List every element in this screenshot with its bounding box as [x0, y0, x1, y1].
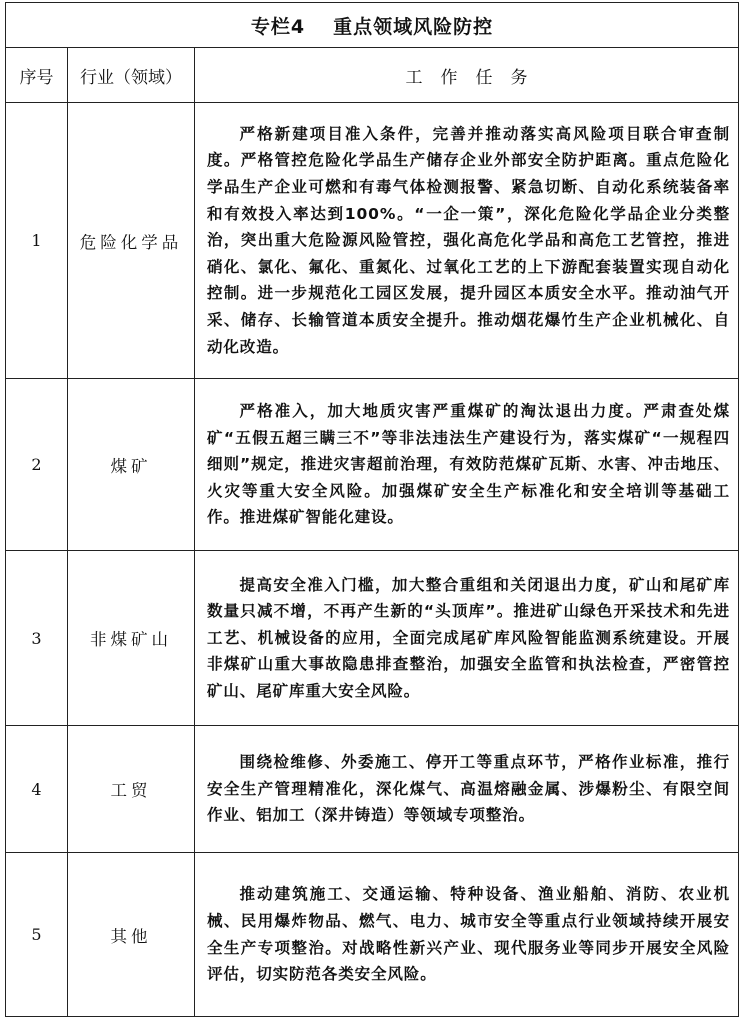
row-task-text: 严格新建项目准入条件，完善并推动落实高风险项目联合审查制度。严格管控危险化学品生产储存企业外部安全防护距离。重点危险化学品生产企业可燃和有毒气体检测报警、紧急切断、自动化系统装备率和有效投入率达到100%。“一企一策”，深化危险化学品企业分类整治，突出重大危险源风险管控，强化高危化学品和高危工艺管控，推进硝化、氯化、氟化、重氮化、过氧化工艺的上下游配套装置实现自动化控制。进一步规范化工园区发展，提升园区本质安全水平。推动油气开采、储存、长输管道本质安全提升。推动烟花爆竹生产企业机械化、自动化改造。 — [207, 124, 731, 356]
table-row — [6, 853, 739, 1017]
risk-control-table — [5, 2, 739, 1017]
row-task-text: 围绕检维修、外委施工、停开工等重点环节，严格作业标准，推行安全生产管理精准化，深化煤气、高温熔融金属、涉爆粉尘、有限空间作业、铝加工（深井铸造）等领域专项整治。 — [207, 753, 731, 825]
header-row — [6, 48, 739, 103]
row-task — [195, 726, 739, 853]
row-sector: 非煤矿山 — [68, 551, 195, 726]
table-title — [6, 3, 739, 48]
row-task — [195, 379, 739, 551]
row-task — [195, 103, 739, 379]
row-seq: 3 — [6, 551, 68, 726]
table-row — [6, 551, 739, 726]
table-title-row — [6, 3, 739, 48]
header-sector: 行业（领域） — [68, 48, 195, 103]
row-sector: 危险化学品 — [68, 103, 195, 379]
row-task-text: 提高安全准入门槛，加大整合重组和关闭退出力度，矿山和尾矿库数量只减不增，不再产生新的“头顶库”。推进矿山绿色开采技术和先进工艺、机械设备的应用，全面完成尾矿库风险智能监测系统建设。开展非煤矿山重大事故隐患排查整治，加强安全监管和执法检查，严密管控矿山、尾矿库重大安全风险。 — [207, 575, 731, 700]
header-task: 工作任务 — [195, 48, 739, 103]
panel-title: 重点领域风险防控 — [333, 15, 494, 38]
panel-label: 专栏4 — [250, 15, 306, 38]
row-sector: 其他 — [68, 853, 195, 1017]
table-row — [6, 379, 739, 551]
header-seq: 序号 — [6, 48, 68, 103]
row-seq: 2 — [6, 379, 68, 551]
row-seq: 4 — [6, 726, 68, 853]
table-row — [6, 726, 739, 853]
row-sector: 煤矿 — [68, 379, 195, 551]
row-task — [195, 853, 739, 1017]
row-task-text: 严格准入，加大地质灾害严重煤矿的淘汰退出力度。严肃查处煤矿“五假五超三瞒三不”等非法违法生产建设行为，落实煤矿“一规程四细则”规定，推进灾害超前治理，有效防范煤矿瓦斯、水害、冲击地压、火灾等重大安全风险。加强煤矿安全生产标准化和安全培训等基础工作。推进煤矿智能化建设。 — [207, 402, 731, 527]
row-sector: 工贸 — [68, 726, 195, 853]
row-seq: 5 — [6, 853, 68, 1017]
row-seq: 1 — [6, 103, 68, 379]
row-task — [195, 551, 739, 726]
table-row — [6, 103, 739, 379]
row-task-text: 推动建筑施工、交通运输、特种设备、渔业船舶、消防、农业机械、民用爆炸物品、燃气、电力、城市安全等重点行业领域持续开展安全生产专项整治。对战略性新兴产业、现代服务业等同步开展安全风险评估，切实防范各类安全风险。 — [207, 885, 731, 984]
